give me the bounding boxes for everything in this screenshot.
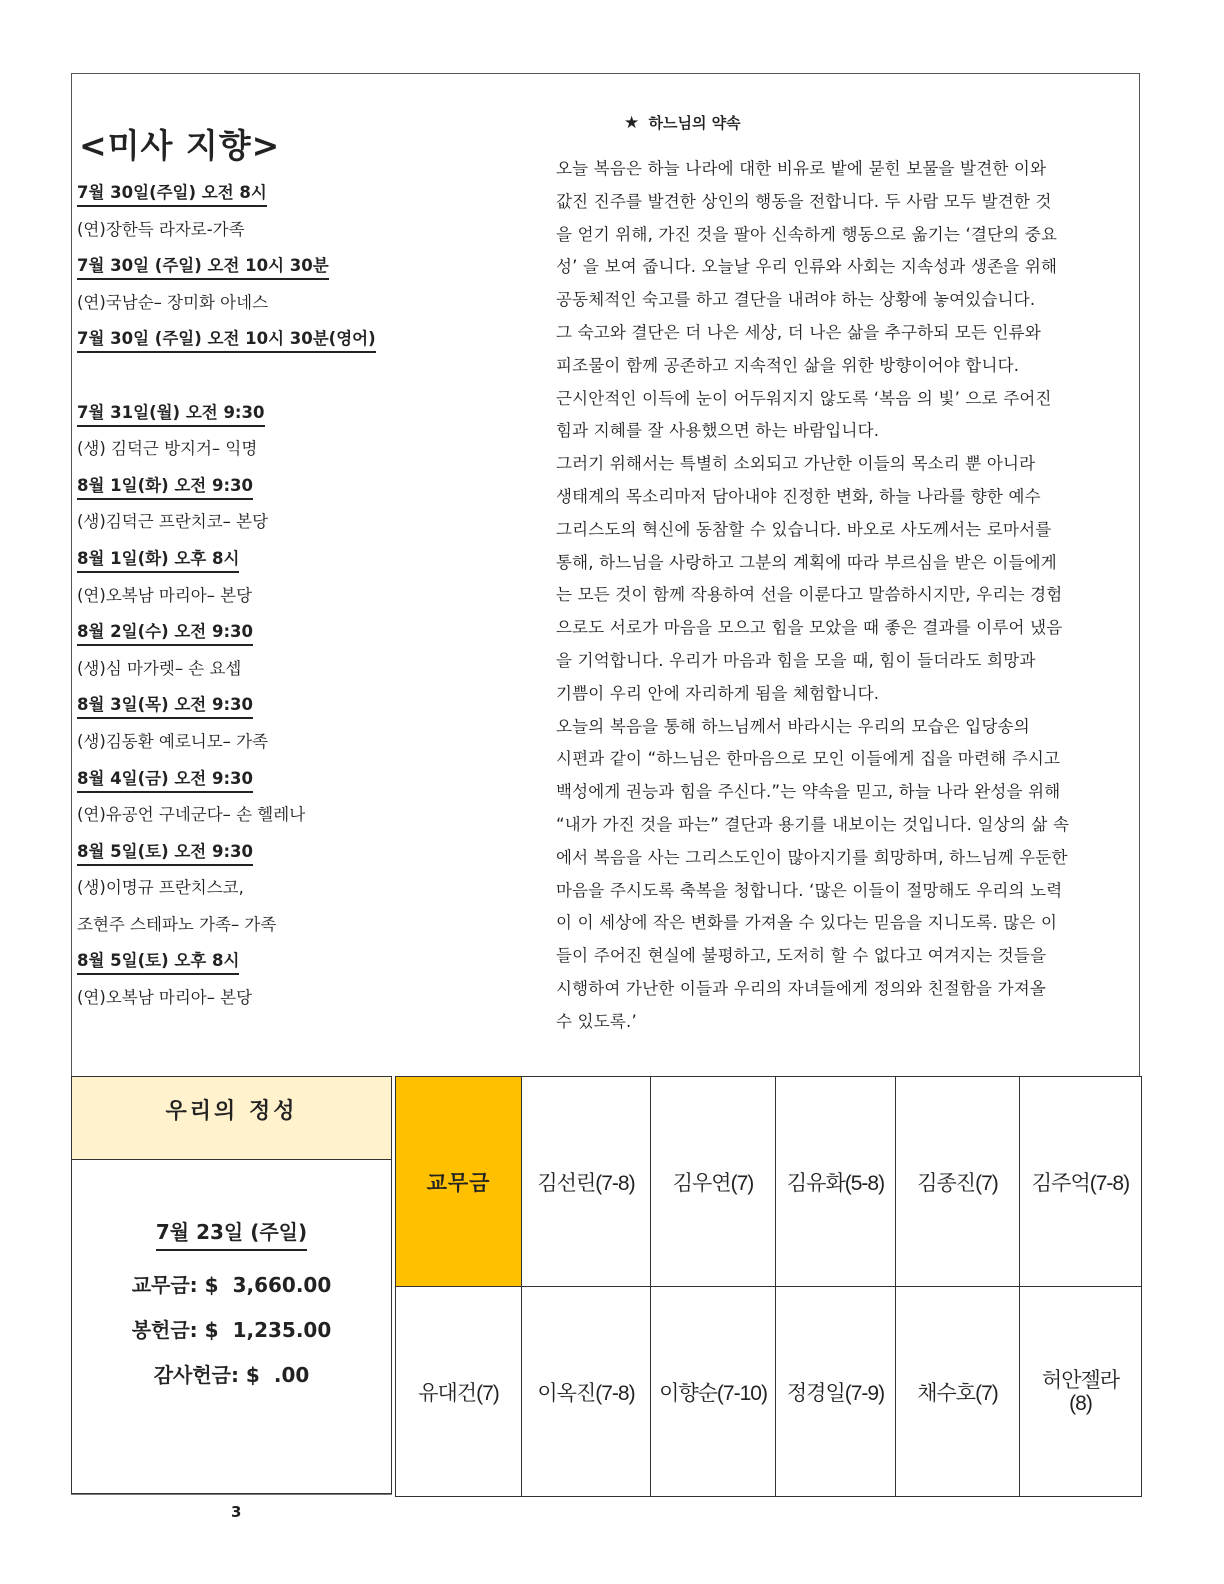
mass-date-heading bbox=[77, 395, 477, 432]
offering-amount: 3,660.00 bbox=[232, 1273, 332, 1297]
spacer bbox=[77, 358, 477, 395]
reflection-line: 근시안적인 이득에 눈이 어두워지지 않도록 ‘복음 의 빛’ 으로 주어진 bbox=[556, 388, 1052, 408]
reflection-line: 오늘 복음은 하늘 나라에 대한 비유로 밭에 묻힌 보물을 발견한 이와 bbox=[556, 159, 1047, 178]
reflection-line: 생태계의 목소리마저 담아내야 진정한 변화, 하늘 나라를 향한 예수 bbox=[556, 486, 1041, 506]
mass-date-heading bbox=[77, 834, 477, 871]
reflection-line: 들이 주어진 현실에 불평하고, 도저히 할 수 없다고 여겨지는 것들을 bbox=[556, 946, 1047, 966]
mass-intention-item bbox=[77, 578, 477, 615]
reflection-line: 수 있도록.’ bbox=[556, 1011, 637, 1031]
mass-date-text: 8월 1일(화) 오전 9:30 bbox=[77, 476, 253, 500]
reflection-line: 통해, 하느님을 사랑하고 그분의 계획에 따라 부르심을 받은 이들에게 bbox=[556, 552, 1057, 572]
reflection-line: 피조물이 함께 공존하고 지속적인 삶을 위한 방향이어야 합니다. bbox=[556, 355, 1020, 375]
mass-intention-item bbox=[77, 724, 477, 761]
mass-date-text: 7월 31일(월) 오전 9:30 bbox=[77, 403, 265, 427]
reflection-line: 시행하여 가난한 이들과 우리의 자녀들에게 정의와 친절함을 가져올 bbox=[556, 978, 1047, 998]
donor-cell: 김유화(5-8) bbox=[776, 1077, 896, 1287]
mass-date-text: 7월 30일(주일) 오전 8시 bbox=[77, 183, 267, 207]
offering-date: 7월 23일 (주일) bbox=[156, 1216, 307, 1251]
mass-intention-text: 조현주 스테파노 가족– 가족 bbox=[77, 914, 277, 934]
reflection-line: 공동체적인 숙고를 하고 결단을 내려야 하는 상황에 놓여있습니다. bbox=[556, 290, 1036, 310]
reflection-line: 에서 복음을 사는 그리스도인이 많아지기를 희망하며, 하느님께 우둔한 bbox=[556, 847, 1068, 867]
mass-date-heading bbox=[77, 687, 477, 724]
reflection-line: 오늘의 복음을 통해 하느님께서 바라시는 우리의 모습은 입당송의 bbox=[556, 716, 1030, 736]
reflection-line: 기쁨이 우리 안에 자리하게 됨을 체험합니다. bbox=[556, 683, 880, 703]
reflection-line: 그러기 위해서는 특별히 소외되고 가난한 이들의 목소리 뿐 아니라 bbox=[556, 454, 1036, 474]
mass-intention-item bbox=[77, 431, 477, 468]
mass-date-text: 8월 1일(화) 오후 8시 bbox=[77, 549, 239, 573]
reflection-line: 그 숙고와 결단은 더 나은 세상, 더 나은 삶을 추구하되 모든 인류와 bbox=[556, 322, 1041, 342]
donor-cell: 김주억(7-8) bbox=[1020, 1077, 1142, 1287]
mass-date-heading bbox=[77, 541, 477, 578]
mass-date-heading bbox=[77, 321, 477, 358]
reflection-line: 이 이 세상에 작은 변화를 가져올 수 있다는 믿음을 지니도록. 많은 이 bbox=[556, 913, 1058, 933]
offering-label: 감사헌금: $ bbox=[153, 1363, 260, 1387]
reflection-line: 으로도 서로가 마음을 모으고 힘을 모았을 때 좋은 결과를 이루어 냈음 bbox=[556, 618, 1063, 638]
mass-date-text: 8월 5일(토) 오후 8시 bbox=[77, 951, 239, 975]
mass-intention-item bbox=[77, 870, 477, 907]
mass-intention-text: (생)이명규 프란치스코, bbox=[77, 878, 244, 898]
offering-line bbox=[72, 1308, 391, 1353]
donor-table bbox=[395, 1076, 1142, 1497]
offering-label: 교무금: $ bbox=[131, 1273, 219, 1297]
mass-intention-text: (연)국남순– 장미화 아네스 bbox=[77, 292, 269, 312]
offering-bottom-rule bbox=[71, 1494, 392, 1495]
reflection-line: 그리스도의 혁신에 동참할 수 있습니다. 바오로 사도께서는 로마서를 bbox=[556, 519, 1052, 539]
donor-label-cell: 교무금 bbox=[396, 1077, 522, 1287]
donor-cell: 이옥진(7-8) bbox=[522, 1287, 651, 1497]
mass-date-heading bbox=[77, 614, 477, 651]
reflection-section bbox=[556, 112, 1122, 1039]
donor-cell: 이향순(7-10) bbox=[651, 1287, 776, 1497]
reflection-line: 는 모든 것이 함께 작용하여 선을 이룬다고 말씀하시지만, 우리는 경험 bbox=[556, 585, 1063, 605]
donor-cell: 채수호(7) bbox=[896, 1287, 1020, 1497]
mass-intentions-list bbox=[77, 175, 477, 1017]
offering-amount: .00 bbox=[273, 1363, 310, 1387]
mass-date-heading bbox=[77, 761, 477, 798]
mass-intention-text: (연)오복남 마리아– 본당 bbox=[77, 988, 253, 1008]
mass-intention-text: (연)오복남 마리아– 본당 bbox=[77, 585, 253, 605]
reflection-line: 백성에게 권능과 힘을 주신다.”는 약속을 믿고, 하늘 나라 완성을 위해 bbox=[556, 782, 1061, 802]
mass-intention-text: (연)장한득 라자로-가족 bbox=[77, 219, 245, 239]
reflection-heading bbox=[624, 112, 1122, 133]
mass-date-heading bbox=[77, 248, 477, 285]
reflection-line: 힘과 지혜를 잘 사용했으면 하는 바람입니다. bbox=[556, 421, 880, 441]
offering-amount: 1,235.00 bbox=[232, 1318, 332, 1342]
offering-line bbox=[72, 1263, 391, 1308]
mass-intention-text: (생)김동환 예로니모– 가족 bbox=[77, 731, 269, 751]
mass-date-heading bbox=[77, 468, 477, 505]
mass-date-text: 7월 30일 (주일) 오전 10시 30분(영어) bbox=[77, 329, 376, 353]
page-number: 3 bbox=[231, 1503, 242, 1521]
reflection-line: 을 기억합니다. 우리가 마음과 힘을 모을 때, 힘이 들더라도 희망과 bbox=[556, 650, 1036, 670]
mass-intention-item bbox=[77, 980, 477, 1017]
mass-intention-item bbox=[77, 212, 477, 249]
mass-date-text: 7월 30일 (주일) 오전 10시 30분 bbox=[77, 256, 329, 280]
mass-intentions-section bbox=[77, 120, 477, 1017]
donor-cell: 김종진(7) bbox=[896, 1077, 1020, 1287]
offering-line bbox=[72, 1353, 391, 1398]
reflection-line: “내가 가진 것을 파는” 결단과 용기를 내보이는 것입니다. 일상의 삶 속 bbox=[556, 814, 1070, 834]
offering-label: 봉헌금: $ bbox=[131, 1318, 219, 1342]
mass-intention-text: (생) 김덕근 방지거– 익명 bbox=[77, 439, 258, 459]
reflection-line: 성’ 을 보여 줍니다. 오늘날 우리 인류와 사회는 지속성과 생존을 위해 bbox=[556, 257, 1058, 277]
mass-date-text: 8월 2일(수) 오전 9:30 bbox=[77, 622, 253, 646]
mass-intentions-title: <미사 지향> bbox=[79, 126, 281, 165]
donor-row bbox=[396, 1077, 1142, 1287]
mass-intention-item bbox=[77, 797, 477, 834]
star-icon: ★ bbox=[624, 113, 640, 133]
mass-intention-item bbox=[77, 504, 477, 541]
mass-date-heading bbox=[77, 175, 477, 212]
donor-cell: 김선린(7-8) bbox=[522, 1077, 651, 1287]
offering-header: 우리의 정성 bbox=[72, 1077, 391, 1160]
mass-intention-item bbox=[77, 907, 477, 944]
reflection-title: 하느님의 약속 bbox=[648, 114, 741, 132]
donor-row bbox=[396, 1287, 1142, 1497]
reflection-line: 시편과 같이 “하느님은 한마음으로 모인 이들에게 집을 마련해 주시고 bbox=[556, 749, 1061, 769]
mass-intention-text: (생)심 마가렛– 손 요셉 bbox=[77, 658, 242, 678]
mass-date-heading bbox=[77, 943, 477, 980]
mass-date-text: 8월 5일(토) 오전 9:30 bbox=[77, 842, 253, 866]
reflection-line: 값진 진주를 발견한 상인의 행동을 전합니다. 두 사람 모두 발견한 것 bbox=[556, 191, 1052, 211]
offering-body bbox=[72, 1160, 391, 1398]
mass-intention-text: (연)유공언 구네군다– 손 헬레나 bbox=[77, 805, 306, 825]
donor-cell: 유대건(7) bbox=[396, 1287, 522, 1497]
reflection-line: 을 얻기 위해, 가진 것을 팔아 신속하게 행동으로 옮기는 ‘결단의 중요 bbox=[556, 224, 1058, 244]
mass-date-text: 8월 3일(목) 오전 9:30 bbox=[77, 695, 253, 719]
mass-intention-text: (생)김덕근 프란치코– 본당 bbox=[77, 512, 269, 532]
mass-date-text: 8월 4일(금) 오전 9:30 bbox=[77, 769, 253, 793]
donor-cell: 정경일(7-9) bbox=[776, 1287, 896, 1497]
reflection-body bbox=[556, 153, 1122, 1039]
donor-cell: 허안젤라 (8) bbox=[1020, 1287, 1142, 1497]
reflection-line: 마음을 주시도록 축복을 청합니다. ‘많은 이들이 절망해도 우리의 노력 bbox=[556, 880, 1063, 900]
mass-intention-item bbox=[77, 285, 477, 322]
donor-cell: 김우연(7) bbox=[651, 1077, 776, 1287]
offering-box bbox=[71, 1076, 392, 1494]
mass-intention-item bbox=[77, 651, 477, 688]
